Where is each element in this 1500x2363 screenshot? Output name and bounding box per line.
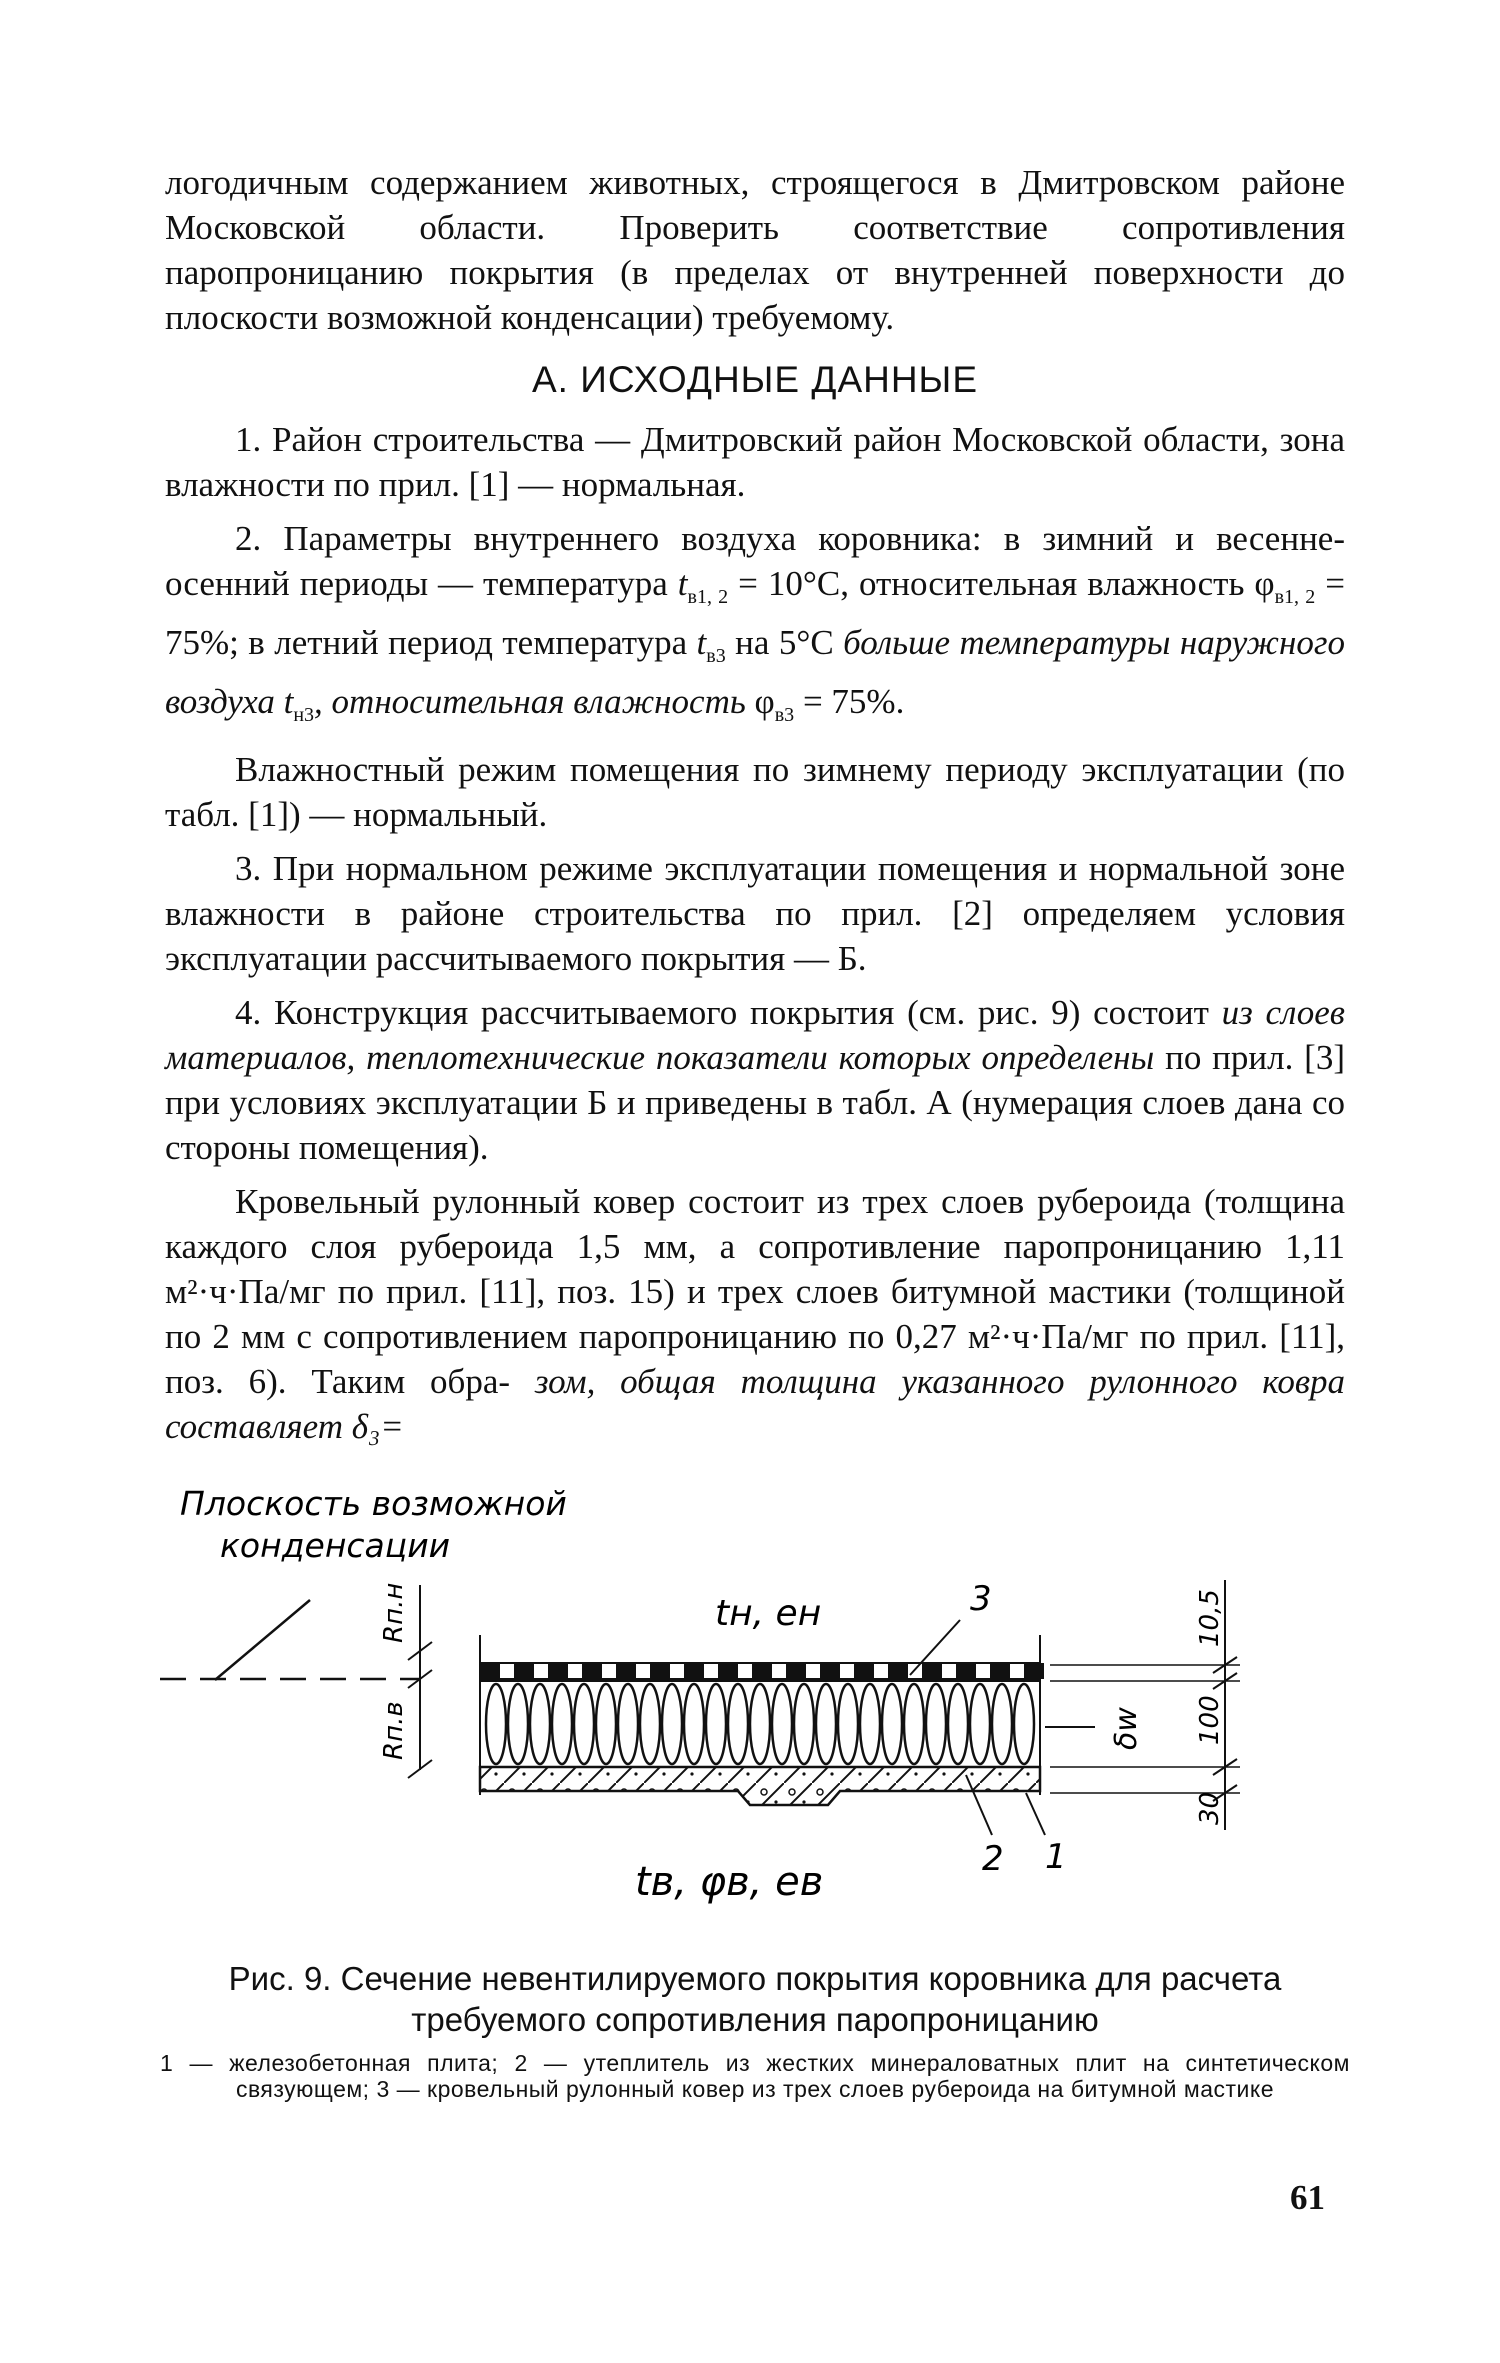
insulation-loop — [618, 1684, 638, 1764]
insulation-loop — [706, 1684, 726, 1764]
membrane-block — [922, 1663, 942, 1679]
layer-marker-2: 2 — [982, 1839, 1004, 1879]
caption-title-line1: Рис. 9. Сечение невентилируемого покрытия коровника для расчета — [228, 1960, 1282, 1997]
roof-membrane-layer — [480, 1663, 1044, 1679]
page-body — [165, 160, 1345, 1449]
delta-w-label: δw — [1109, 1707, 1144, 1750]
insulation-loop — [662, 1684, 682, 1764]
dim-bottom: 30 — [1195, 1791, 1225, 1825]
caption-title-line2: требуемого сопротивления паропроницанию — [411, 2001, 1099, 2038]
insulation-loop — [530, 1684, 550, 1764]
dim-middle: 100 — [1195, 1695, 1225, 1745]
page-number: 61 — [1290, 2178, 1325, 2217]
insulation-loop — [596, 1684, 616, 1764]
inside-air-label: tв, φв, ев — [635, 1859, 824, 1905]
figure-caption — [160, 1958, 1350, 2102]
membrane-block — [718, 1663, 738, 1679]
insulation-loop — [728, 1684, 748, 1764]
plane-label-leader — [215, 1600, 310, 1680]
section-title: А. ИСХОДНЫЕ ДАННЫЕ — [532, 359, 978, 400]
membrane-block — [854, 1663, 874, 1679]
membrane-block — [888, 1663, 908, 1679]
membrane-block — [820, 1663, 840, 1679]
membrane-block — [514, 1663, 534, 1679]
r-inner-label: Rп.в — [379, 1701, 409, 1760]
membrane-block — [684, 1663, 704, 1679]
dim-top: 10,5 — [1195, 1589, 1225, 1647]
insulation-loop — [992, 1684, 1012, 1764]
humidity-paragraph: Влажностный режим помещения по зимнему периоду эксплуатации (по табл. [1]) — нормальный. — [165, 750, 1345, 834]
membrane-block — [990, 1663, 1010, 1679]
insulation-loop — [684, 1684, 704, 1764]
item-1: 1. Район строительства — Дмитровский район Московской области, зона влажности по прил. [1] — нормальная. — [165, 420, 1345, 504]
intro-paragraph: логодичным содержанием животных, строящегося в Дмитровском районе Московской области. Проверить соответствие сопротивления паропроницанию покрытия (в пределах от внутренней поверхности до плоскости возможной конденсации) требуемому. — [165, 163, 1345, 337]
caption-legend: 1 — железобетонная плита; 2 — утеплитель из жестких минераловатных плит на синтетическом связующем; 3 — кровельный рулонный ковер из трех слоев рубероида на битумной мастике — [160, 2050, 1350, 2102]
insulation-loop — [486, 1684, 506, 1764]
roof-paragraph: Кровельный рулонный ковер состоит из трех слоев рубероида (толщина каждого слоя рубероида 1,5 мм, а сопротивление паропроницанию 1,11 м²·ч·Па/мг по прил. [11], поз. 15) и трех слоев битумной мастики (толщиной по 2 мм с сопротивлением паропроницанию по 0,27 м²·ч·Па/мг по прил. [11], поз. 6). Таким обра- зом, общая толщина указанного рулонного ковра составляет δ₃= — [165, 1182, 1346, 1446]
roof-section-figure — [140, 1475, 1370, 1915]
membrane-block — [650, 1663, 670, 1679]
insulation-loop — [926, 1684, 946, 1764]
membrane-block — [548, 1663, 568, 1679]
insulation-loop — [904, 1684, 924, 1764]
insulation-loop — [970, 1684, 990, 1764]
insulation-loop — [794, 1684, 814, 1764]
insulation-loop — [838, 1684, 858, 1764]
insulation-loop — [750, 1684, 770, 1764]
insulation-loop — [816, 1684, 836, 1764]
roof-section-drawing — [140, 1475, 1370, 1915]
layer-marker-1: 1 — [1045, 1837, 1067, 1877]
item-2: 2. Параметры внутреннего воздуха коровника: в зимний и весенне-осенний периоды — температура $t_{в1, 2} = 10^\circ С$, относительная влажность $\varphi_{в1, 2} = 75\%$; в летний период температура $t_{в3}$ на 5°С больше температуры наружного воздуха $t_{н3}$, относительная влажность $\varphi_{в3} = 75\%$. — [165, 519, 1346, 726]
membrane-block — [956, 1663, 976, 1679]
item-4: 4. Конструкция рассчитываемого покрытия (см. рис. 9) состоит из слоев материалов, теплотехнические показатели которых определены по прил. [3] при условиях эксплуатации Б и приведены в табл. А (нумерация слоев дана со стороны помещения). — [165, 993, 1345, 1167]
insulation-loop — [882, 1684, 902, 1764]
membrane-block — [480, 1663, 500, 1679]
membrane-block — [582, 1663, 602, 1679]
membrane-block — [786, 1663, 806, 1679]
plane-label-line1: Плоскость возможной — [180, 1484, 567, 1523]
insulation-loop — [508, 1684, 528, 1764]
insulation-loop — [772, 1684, 792, 1764]
membrane-block — [616, 1663, 636, 1679]
item-3: 3. При нормальном режиме эксплуатации помещения и нормальной зоне влажности в районе строительства по прил. [2] определяем условия эксплуатации рассчитываемого покрытия — Б. — [165, 849, 1345, 978]
membrane-block — [752, 1663, 772, 1679]
concrete-slab-layer — [480, 1767, 1040, 1805]
outside-air-label: tн, ен — [715, 1593, 822, 1634]
insulation-loop — [640, 1684, 660, 1764]
insulation-loop — [574, 1684, 594, 1764]
insulation-loop — [1014, 1684, 1034, 1764]
insulation-layer — [480, 1681, 1040, 1767]
insulation-loop — [552, 1684, 572, 1764]
r-outer-label: Rп.н — [379, 1582, 409, 1643]
plane-label-line2: конденсации — [220, 1526, 451, 1565]
insulation-loop — [860, 1684, 880, 1764]
layer-marker-3: 3 — [970, 1579, 992, 1619]
insulation-loop — [948, 1684, 968, 1764]
